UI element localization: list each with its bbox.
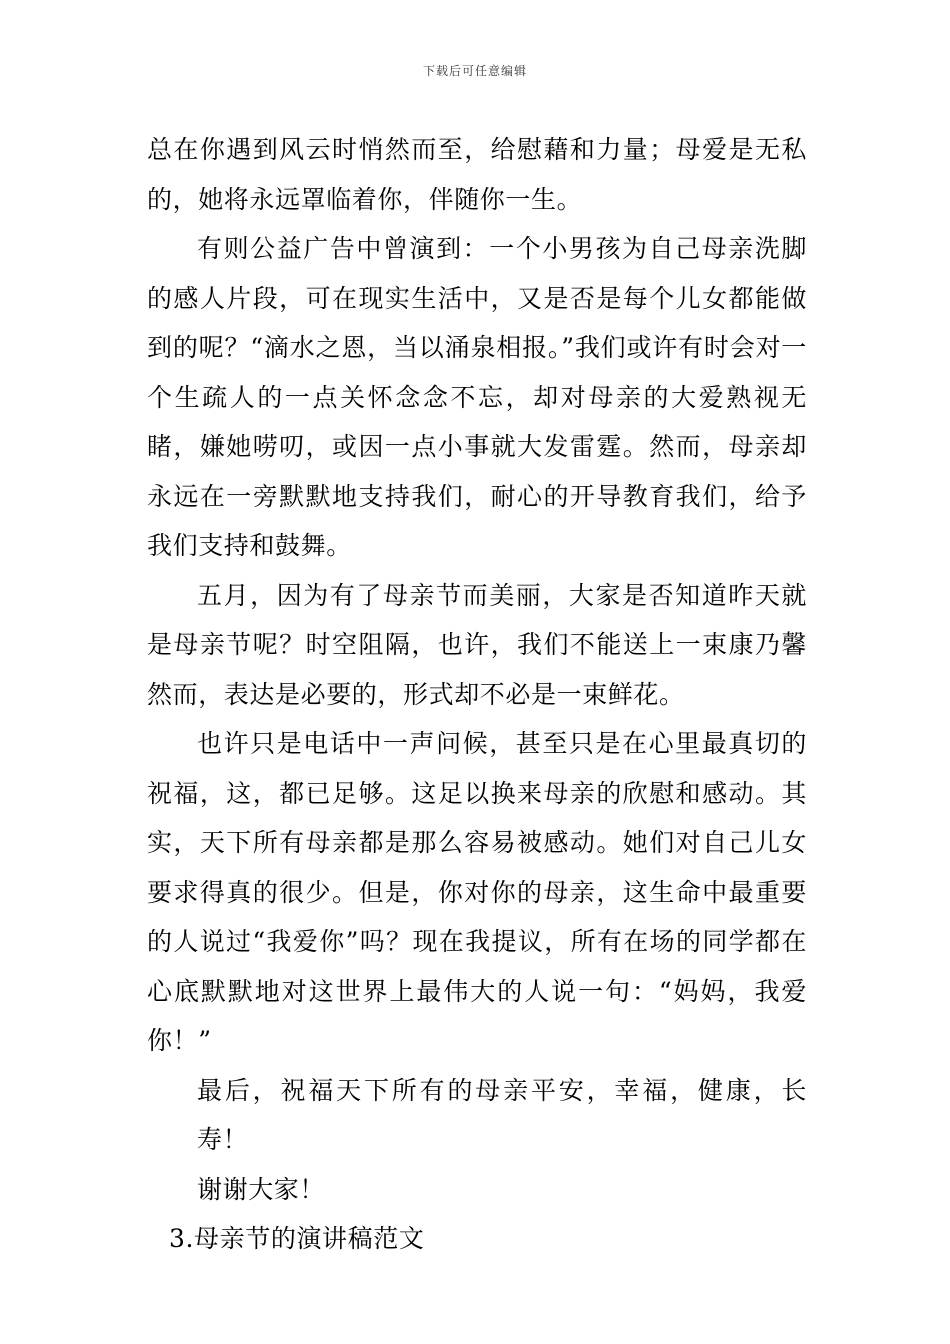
- header-note: 下载后可任意编辑: [422, 64, 527, 78]
- paragraph-continuation: 总在你遇到风云时悄然而至，给慰藉和力量；母爱是无私的，她将永远罩临着你，伴随你一生。: [147, 135, 807, 214]
- paragraph-thanks: 谢谢大家！: [197, 1174, 326, 1204]
- paragraph-may-mothers-day: 五月，因为有了母亲节而美丽，大家是否知道昨天就是母亲节呢？时空阻隔，也许，我们不能送上一束康乃馨然而，表达是必要的，形式却不必是一束鲜花。: [147, 580, 807, 709]
- section-heading: 3.母亲节的演讲稿范文: [169, 1224, 425, 1253]
- paragraph-blessing: 最后，祝福天下所有的母亲平安，幸福，健康，长寿！: [197, 1075, 807, 1154]
- paragraph-phone-greeting: 也许只是电话中一声问候，甚至只是在心里最真切的祝福，这，都已足够。这足以换来母亲的欣慰和感动。其实，天下所有母亲都是那么容易被感动。她们对自己儿女要求得真的很少。但是，你对你的母亲，这生命中最重要的人说过“我爱你”吗？现在我提议，所有在场的同学都在心底默默地对这世界上最伟大的人说一句：“妈妈，我爱你！”: [147, 729, 807, 1055]
- paragraph-public-service-ad: 有则公益广告中曾演到：一个小男孩为自己母亲洗脚的感人片段，可在现实生活中，又是否是每个儿女都能做到的呢？“滴水之恩，当以涌泉相报。”我们或许有时会对一个生疏人的一点关怀念念不忘，却对母亲的大爱熟视无睹，嫌她唠叨，或因一点小事就大发雷霆。然而，母亲却永远在一旁默默地支持我们，耐心的开导教育我们，给予我们支持和鼓舞。: [147, 234, 807, 560]
- document-body: [147, 125, 807, 1264]
